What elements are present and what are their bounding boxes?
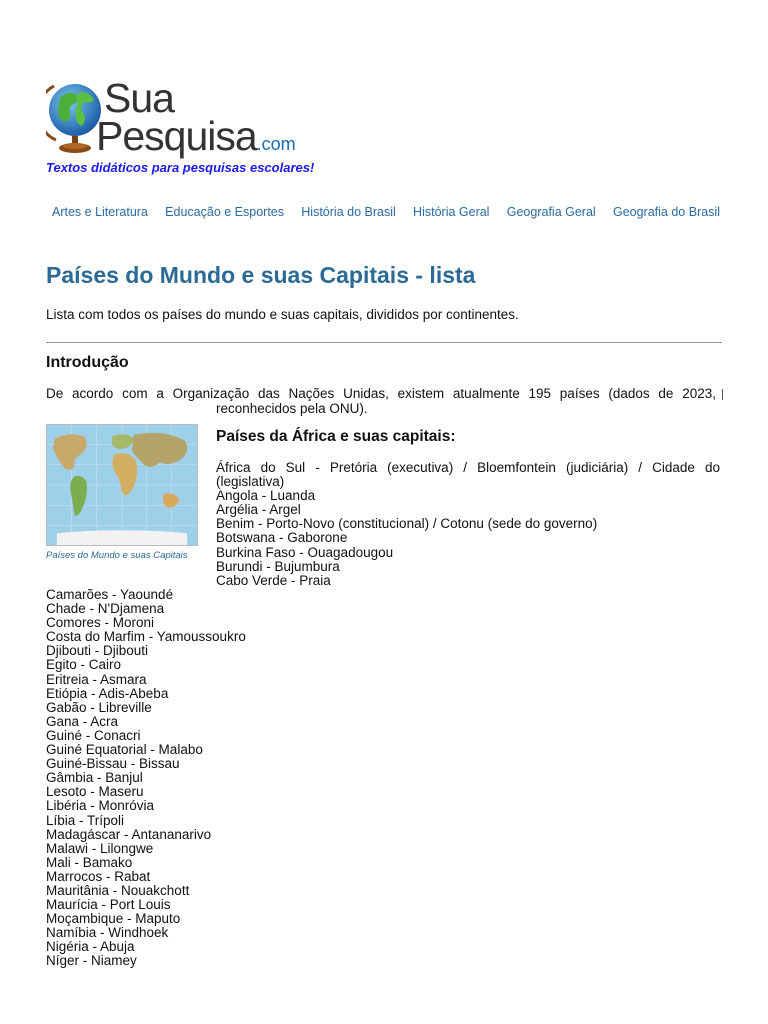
nav-link-geografia-geral[interactable]: Geografia Geral	[506, 205, 596, 219]
nav-link-historia-geral[interactable]: História Geral	[413, 205, 490, 219]
list-item: Moçambique - Maputo	[46, 911, 181, 927]
logo-text-suffix: .com	[256, 134, 296, 154]
world-map-image[interactable]	[46, 424, 198, 546]
list-item: Nigéria - Abuja	[46, 939, 135, 955]
world-map-figure	[46, 424, 198, 561]
nav-link-artes-literatura[interactable]: Artes e Literatura	[52, 205, 148, 219]
list-item: Chade - N'Djamena	[46, 601, 165, 617]
article-lead: Lista com todos os países do mundo e suas capitais, divididos por continentes.	[46, 307, 519, 322]
list-item: África do Sul - Pretória (executiva) / Bloemfontein (judiciária) / Cidade do	[216, 460, 720, 475]
intro-paragraph	[46, 386, 722, 416]
list-item: Burundi - Bujumbura	[216, 558, 340, 574]
list-item: Guiné - Conacri	[46, 727, 141, 743]
list-item: Marrocos - Rabat	[46, 868, 151, 884]
intro-line-2: reconhecidos pela ONU).	[216, 401, 368, 416]
list-item: Gana - Acra	[46, 713, 119, 729]
africa-country-list	[46, 588, 246, 969]
list-item: Libéria - Monróvia	[46, 798, 155, 814]
list-item: (legislativa)	[216, 474, 285, 490]
nav-link-educacao-esportes[interactable]: Educação e Esportes	[165, 205, 284, 219]
list-item: Botswana - Gaborone	[216, 530, 348, 546]
main-navigation	[46, 205, 726, 219]
list-item: Comores - Moroni	[46, 615, 155, 631]
logo-text-pesquisa	[96, 113, 296, 165]
list-item: Lesoto - Maseru	[46, 784, 144, 800]
list-item: Mali - Bamako	[46, 854, 133, 870]
page-title: Países do Mundo e suas Capitais - lista	[46, 262, 476, 288]
list-item: Gâmbia - Banjul	[46, 770, 143, 786]
intro-line-1	[46, 386, 722, 401]
list-item: Guiné Equatorial - Malabo	[46, 742, 203, 758]
africa-heading: Países da África e suas capitais:	[216, 428, 456, 445]
list-item: Maurícia - Port Louis	[46, 897, 171, 913]
list-item: Etiópia - Adis-Abeba	[46, 685, 169, 701]
list-item: Camarões - Yaoundé	[46, 587, 174, 602]
list-item: Cabo Verde - Praia	[216, 572, 331, 588]
list-item: Gabão - Libreville	[46, 699, 152, 715]
intro-heading: Introdução	[46, 354, 129, 371]
nav-link-historia-brasil[interactable]: História do Brasil	[301, 205, 396, 219]
list-item: Egito - Cairo	[46, 657, 122, 673]
list-item: Argélia - Argel	[216, 502, 301, 518]
list-item: Benim - Porto-Novo (constitucional) / Cotonu (sede do governo)	[216, 516, 598, 532]
africa-beside-items	[216, 489, 720, 588]
text-cursor-mark	[722, 389, 723, 400]
list-item: Eritreia - Asmara	[46, 671, 147, 687]
list-item: Guiné-Bissau - Bissau	[46, 756, 180, 772]
site-logo[interactable]	[46, 74, 346, 164]
section-divider	[46, 342, 722, 343]
list-item: Malawi - Lilongwe	[46, 840, 154, 856]
africa-list-beside-image	[216, 461, 720, 588]
list-item: Costa do Marfim - Yamoussoukro	[46, 629, 246, 645]
list-item: Níger - Niamey	[46, 953, 137, 969]
list-item: Líbia - Trípoli	[46, 812, 125, 828]
list-item: Burkina Faso - Ouagadougou	[216, 544, 394, 560]
list-item: Madagáscar - Antananarivo	[46, 826, 212, 842]
list-item: Namíbia - Windhoek	[46, 925, 169, 941]
list-item: Mauritânia - Nouakchott	[46, 882, 190, 898]
logo-text-sua: Sua	[104, 75, 174, 121]
list-item: Angola - Luanda	[216, 488, 316, 504]
list-item: Djibouti - Djibouti	[46, 643, 149, 659]
nav-link-geografia-brasil[interactable]: Geografia do Brasil	[612, 205, 720, 219]
logo-text-main: Pesquisa	[96, 113, 257, 159]
figure-caption: Países do Mundo e suas Capitais	[46, 550, 188, 561]
intro-line-1-text: De acordo com a Organização das Nações Unidas, existem atualmente 195 países (dados de 2023,	[46, 386, 716, 401]
site-tagline: Textos didáticos para pesquisas escolares!	[46, 160, 315, 175]
